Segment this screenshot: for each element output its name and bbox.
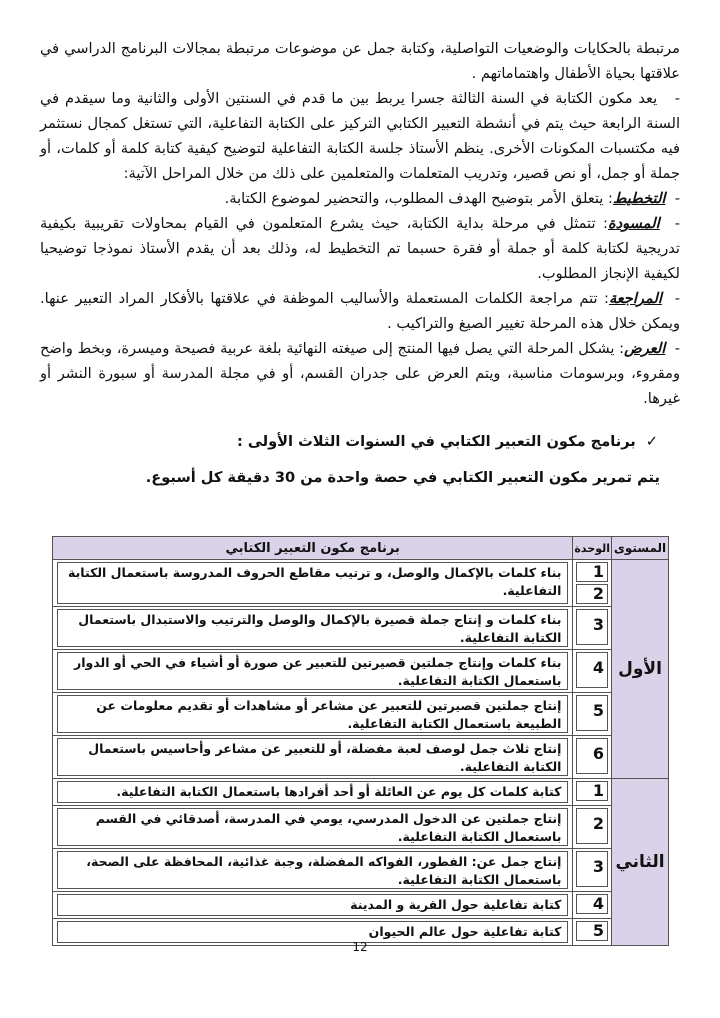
table-row [53,736,669,779]
content-text: بناء كلمات و إنتاج جملة قصيرة بالإكمال والوصل والترتيب والاستبدال باستعمال الكتابة التفاعلية. [57,609,568,647]
unit-cell [573,779,612,806]
stage-presentation-text: : يشكل المرحلة التي يصل فيها المنتج إلى صيغته النهائية بلغة عربية فصيحة وميسرة، وبخط واضح ومقروء، وبرسومات مناسبة، ويتم العرض على جدران القسم، أو في مجلة المدرسة أو سبورة النشر أو غيرها. [40,340,680,407]
content-cell [53,806,573,849]
unit-cell [573,892,612,919]
content-text: كتابة كلمات كل يوم عن العائلة أو أحد أفرادها باستعمال الكتابة التفاعلية. [57,781,568,803]
header-content: برنامج مكون التعبير الكتابي [53,537,573,560]
stage-review: - المراجعة: تتم مراجعة الكلمات المستعملة والأساليب الموظفة في علاقتها بالأفكار المراد التعبير عنها. ويمكن خلال هذه المرحلة تغيير الصيغ والتراكيب . [40,290,681,332]
program-table [52,536,669,946]
table-row [53,560,669,607]
content-text: إنتاج جملتين عن الدخول المدرسي، يومي في المدرسة، أصدقائي في القسم باستعمال الكتابة التفاعلية. [57,808,568,846]
stage-draft-term: المسودة [607,215,660,232]
content-cell [53,650,573,693]
dash-marker: - [674,90,680,107]
paragraph-intro: مرتبطة بالحكايات والوضعيات التواصلية، وكتابة جمل عن موضوعات مرتبطة بمجالات البرنامج الدراسي في علاقتها بحياة الأطفال واهتماماتهم . [40,40,680,82]
stage-planning-text: : يتعلق الأمر بتوضيح الهدف المطلوب، والتحضير لموضوع الكتابة. [224,190,613,207]
content-text: إنتاج ثلاث جمل لوصف لعبة مفضلة، أو للتعبير عن مشاعر وأحاسيس باستعمال الكتابة التفاعلية. [57,738,568,776]
unit-number: 2 [576,584,608,604]
schedule-line: يتم تمرير مكون التعبير الكتابي في حصة واحدة من 30 دقيقة كل أسبوع. [145,469,660,486]
paragraph-writing-component [40,86,680,186]
stage-planning: - التخطيط: يتعلق الأمر بتوضيح الهدف المطلوب، والتحضير لموضوع الكتابة. [224,190,680,207]
unit-number: 3 [576,609,608,645]
content-text: كتابة تفاعلية حول عالم الحيوان [57,921,568,943]
unit-number: 5 [576,921,608,941]
unit-number: 4 [576,894,608,914]
content-text: بناء كلمات بالإكمال والوصل، و ترتيب مقاطع الحروف المدروسة باستعمال الكتابة التفاعلية. [57,562,568,604]
stage-planning-term: التخطيط [612,190,666,207]
content-cell [53,607,573,650]
table-header-row [53,537,669,560]
unit-cell [573,849,612,892]
stage-review-term: المراجعة [608,290,662,307]
checklist-heading-text: برنامج مكون التعبير الكتابي في السنوات الثلاث الأولى : [236,433,636,450]
content-cell [53,779,573,806]
table-row [53,779,669,806]
paragraph-writing-text: يعد مكون الكتابة في السنة الثالثة جسرا يربط بين ما قدم في السنتين الأولى والثانية وما سيقدم في السنة الرابعة حيث يتم في أنشطة التعبير الكتابي التركيز على الكتابة التفاعلية، التي تستغل كمجال نستثمر فيه مكتسبات المكونات الأخرى. ينظم الأستاذ جلسة الكتابة التفاعلية لتوضيح كيفية كتابة كلمة أو كلمات، أو جملة أو جمل، أو نص قصير، وتدريب المتعلمات والمتعلمين على ذلك من خلال المراحل الآتية: [40,90,680,182]
stage-draft: - المسودة: تتمثل في مرحلة بداية الكتابة، حيث يشرع المتعلمون في القيام بمحاولات تقريبية بكيفية تدريجية لكتابة كلمة أو جملة أو فقرة حسبما تم التخطيط له، وذلك بعد أن يقدم الأستاذ نموذجا توضيحيا لكيفية الإنجاز المطلوب. [40,215,681,282]
content-cell [53,693,573,736]
stage-presentation: - العرض: يشكل المرحلة التي يصل فيها المنتج إلى صيغته النهائية بلغة عربية فصيحة وميسرة، وبخط واضح ومقروء، وبرسومات مناسبة، ويتم العرض على جدران القسم، أو في مجلة المدرسة أو سبورة النشر أو غيرها. [40,340,680,407]
unit-number: 4 [576,652,608,688]
header-unit: الوحدة [573,537,612,560]
content-cell [53,892,573,919]
content-cell [53,849,573,892]
content-cell [53,560,573,607]
unit-number: 2 [576,808,608,844]
stage-presentation-term: العرض [624,340,666,357]
unit-cell [573,560,612,607]
unit-number: 5 [576,695,608,731]
unit-number: 1 [576,562,608,582]
content-cell [53,736,573,779]
unit-cell [573,806,612,849]
unit-number: 6 [576,738,608,774]
unit-number: 3 [576,851,608,887]
table-row [53,650,669,693]
table-row [53,892,669,919]
content-text: كتابة تفاعلية حول القرية و المدينة [57,894,568,916]
table-row [53,693,669,736]
level-cell: الأول [612,560,669,779]
header-level: المستوى [612,537,669,560]
document-body [40,36,680,490]
content-text: إنتاج جملتين قصيرتين للتعبير عن مشاعر أو مشاهدات أو تقديم معلومات عن الطبيعة باستعمال الكتابة التفاعلية. [57,695,568,733]
unit-cell [573,650,612,693]
table-row [53,849,669,892]
unit-number: 1 [576,781,608,801]
stage-review-text: : تتم مراجعة الكلمات المستعملة والأساليب الموظفة في علاقتها بالأفكار المراد التعبير عنها. ويمكن خلال هذه المرحلة تغيير الصيغ والتراكيب . [40,290,680,332]
table-row [53,806,669,849]
stage-draft-text: : تتمثل في مرحلة بداية الكتابة، حيث يشرع المتعلمون في القيام بمحاولات تقريبية بكيفية تدريجية لكتابة كلمة أو جملة أو فقرة حسبما تم التخطيط له، وذلك بعد أن يقدم الأستاذ نموذجا توضيحيا لكيفية الإنجاز المطلوب. [40,215,680,282]
checklist-heading [40,429,680,454]
unit-cell [573,736,612,779]
page-number: 12 [352,940,368,954]
level-cell: الثاني [612,779,669,946]
content-text: بناء كلمات وإنتاج جملتين قصيرتين للتعبير عن صورة أو أشياء في الحي أو الدوار باستعمال الكتابة التفاعلية. [57,652,568,690]
table-row [53,607,669,650]
unit-cell [573,693,612,736]
checkmark-icon: ✓ [645,433,658,450]
content-text: إنتاج جمل عن: الفطور، الفواكه المفضلة، وجبة غذائية، المحافظة على الصحة، باستعمال الكتابة التفاعلية. [57,851,568,889]
unit-cell [573,607,612,650]
